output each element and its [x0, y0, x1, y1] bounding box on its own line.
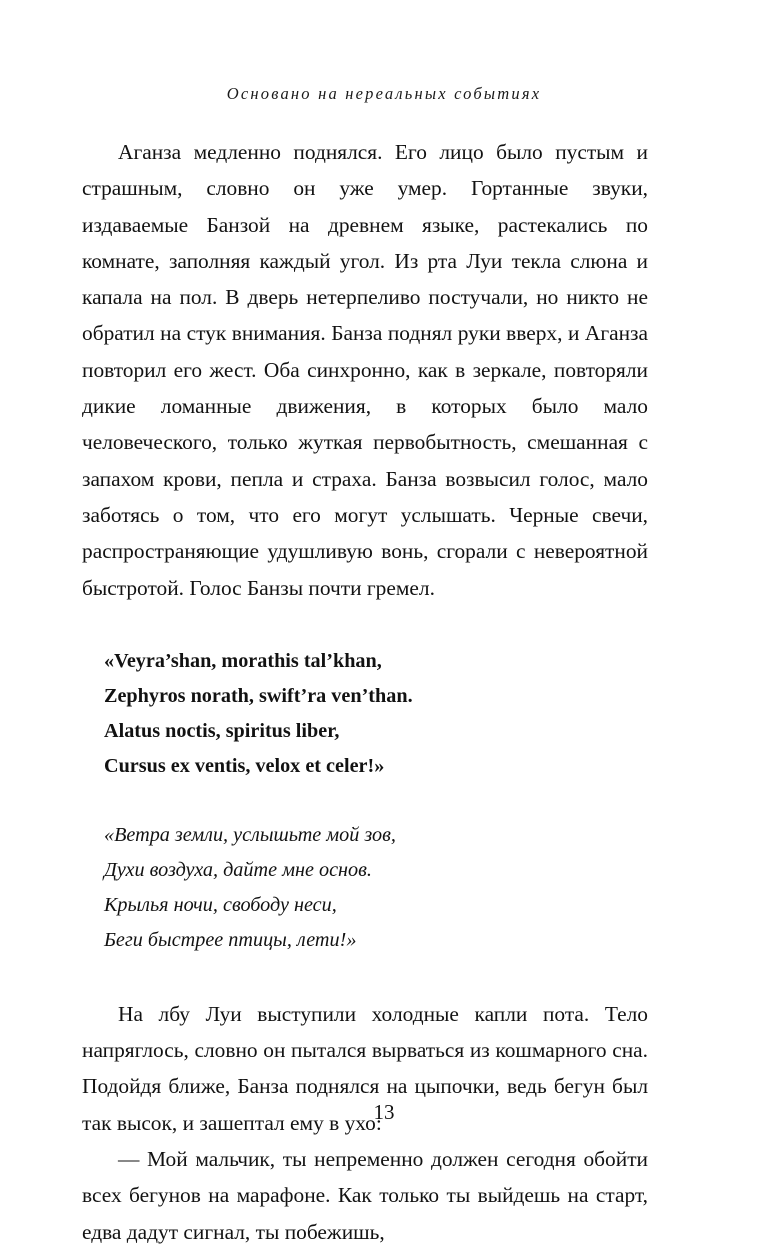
spacer: [82, 958, 648, 996]
incantation-russian-line-2: Духи воздуха, дайте мне основ.: [104, 858, 372, 881]
incantation-latin-line-4: Cursus ex ventis, velox et celer!»: [104, 754, 385, 777]
incantation-latin: [82, 644, 648, 784]
incantation-russian-line-4: Беги быстрее птицы, лети!»: [104, 928, 357, 951]
spacer: [82, 784, 648, 818]
page-body: [82, 134, 648, 1250]
paragraph-second: На лбу Луи выступили холодные капли пота. Тело напряглось, словно он пытался вырваться из кошмарного сна. Подойдя ближе, Банза поднялся на цыпочки, ведь бегун был так высок, и зашептал ему в ухо:: [82, 1001, 648, 1135]
incantation-russian: [82, 818, 648, 958]
paragraph-opening: Аганза медленно поднялся. Его лицо было пустым и страшным, словно он уже умер. Гортанные звуки, издаваемые Банзой на древнем языке, растекались по комнате, заполняя каждый угол. Из рта Луи текла слюна и капала на пол. В дверь нетерпеливо постучали, но никто не обратил на стук внимания. Банза поднял руки вверх, и Аганза повторил его жест. Оба синхронно, как в зеркале, повторяли дикие ломанные движения, в которых было мало человеческого, только жуткая первобытность, смешанная с запахом крови, пепла и страха. Банза возвысил голос, мало заботясь о том, что его могут услышать. Черные свечи, распространяющие удушливую вонь, сгорали с невероятной быстротой. Голос Банзы почти гремел.: [82, 140, 648, 600]
running-head: Основано на нереальных событиях: [226, 84, 542, 103]
page-number: 13: [373, 1100, 395, 1124]
incantation-russian-line-3: Крылья ночи, свободу неси,: [104, 893, 337, 916]
incantation-latin-line-3: Alatus noctis, spiritus liber,: [104, 719, 340, 742]
spacer: [82, 606, 648, 644]
paragraph-dialogue: — Мой мальчик, ты непременно должен сегодня обойти всех бегунов на марафоне. Как только ты выйдешь на старт, едва дадут сигнал, ты побежишь,: [82, 1147, 648, 1244]
incantation-latin-line-1: «Veyra’shan, morathis tal’khan,: [104, 649, 382, 672]
incantation-latin-line-2: Zephyros norath, swift’ra ven’than.: [104, 684, 413, 707]
incantation-russian-line-1: «Ветра земли, услышьте мой зов,: [104, 823, 396, 846]
